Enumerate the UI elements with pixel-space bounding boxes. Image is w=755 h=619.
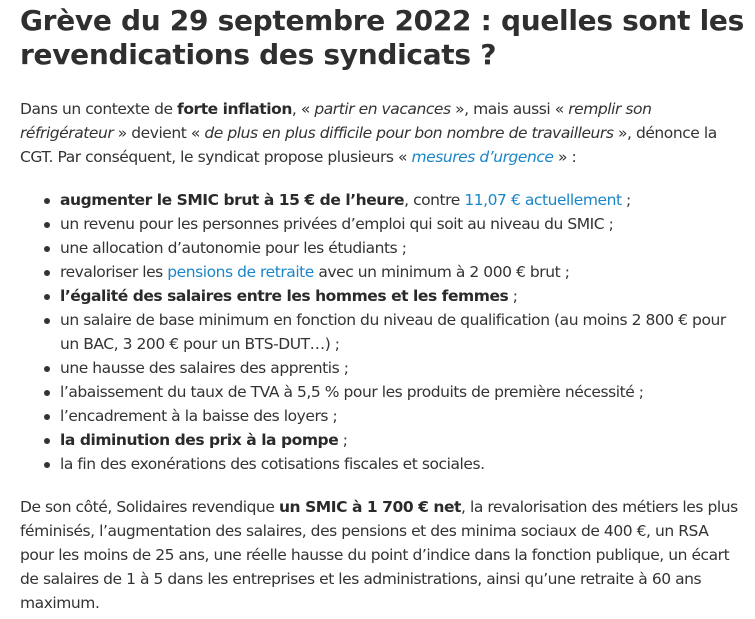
list-item-text: ; — [508, 287, 518, 305]
intro-text: , « — [291, 100, 315, 118]
article-title: Grève du 29 septembre 2022 : quelles sont les revendications des syndicats ? — [20, 4, 744, 71]
list-item-text: ; — [338, 431, 348, 449]
list-item-bold: l’égalité des salaires entre les hommes et les femmes — [60, 287, 509, 305]
list-item — [40, 236, 740, 260]
intro-text: », dénonce la CGT. Par conséquent, le syndicat propose plusieurs « — [20, 124, 717, 166]
smic-actuel-link[interactable]: 11,07 € actuellement — [464, 191, 622, 209]
list-item-text: un revenu pour les personnes privées d’emploi qui soit au niveau du SMIC ; — [60, 215, 614, 233]
demands-list — [40, 188, 740, 476]
outro-text: De son côté, Solidaires revendique — [20, 498, 279, 516]
list-item-text: avec un minimum à 2 000 € brut ; — [313, 263, 570, 281]
intro-text: » : — [553, 148, 577, 166]
list-item — [40, 284, 740, 308]
list-item-text: ; — [621, 191, 631, 209]
list-item-text: l’encadrement à la baisse des loyers ; — [60, 407, 338, 425]
mesures-urgence-link-text: mesures d’urgence — [411, 148, 554, 166]
outro-paragraph — [20, 495, 745, 615]
list-item-text: revaloriser les — [60, 263, 168, 281]
intro-quote-vacances: partir en vacances — [314, 100, 451, 118]
list-item-text: , contre — [404, 191, 465, 209]
list-item — [40, 452, 740, 476]
list-item — [40, 188, 740, 212]
intro-text: », mais aussi « — [450, 100, 569, 118]
outro-text: , la revalorisation des métiers les plus féminisés, l’augmentation des salaires, des pensions et des minima sociaux de 400 €, un RSA pour les moins de 25 ans, une réelle hausse du point d’indice dans la fonction publique, un écart de salaires de 1 à 5 dans les entreprises et les administrations, ainsi qu’une retraite à 60 ans maximum. — [20, 498, 738, 612]
intro-quote-refrigerateur: remplir son réfrigérateur — [20, 100, 652, 142]
intro-quote-travailleurs: de plus en plus difficile pour bon nombre de travailleurs — [204, 124, 614, 142]
list-item — [40, 428, 740, 452]
list-item — [40, 308, 740, 356]
list-item-text: l’abaissement du taux de TVA à 5,5 % pour les produits de première nécessité ; — [60, 383, 644, 401]
pensions-retraite-link[interactable]: pensions de retraite — [167, 263, 314, 281]
list-item — [40, 356, 740, 380]
list-item-text: la fin des exonérations des cotisations fiscales et sociales. — [60, 455, 485, 473]
list-item-bold: la diminution des prix à la pompe — [60, 431, 339, 449]
outro-bold-smic: un SMIC à 1 700 € net — [278, 498, 462, 516]
list-item-bold: augmenter le SMIC brut à 15 € de l’heure — [60, 191, 405, 209]
list-item — [40, 212, 740, 236]
intro-text: » devient « — [113, 124, 205, 142]
list-item-text: un salaire de base minimum en fonction du niveau de qualification (au moins 2 800 € pour un BAC, 3 200 € pour un BTS-DUT…) ; — [60, 311, 726, 353]
intro-paragraph — [20, 97, 745, 169]
list-item — [40, 404, 740, 428]
list-item — [40, 380, 740, 404]
list-item-text: une hausse des salaires des apprentis ; — [60, 359, 349, 377]
list-item — [40, 260, 740, 284]
intro-text: Dans un contexte de — [20, 100, 178, 118]
intro-bold-inflation: forte inflation — [177, 100, 292, 118]
mesures-urgence-link[interactable] — [411, 148, 553, 166]
list-item-text: une allocation d’autonomie pour les étudiants ; — [60, 239, 407, 257]
